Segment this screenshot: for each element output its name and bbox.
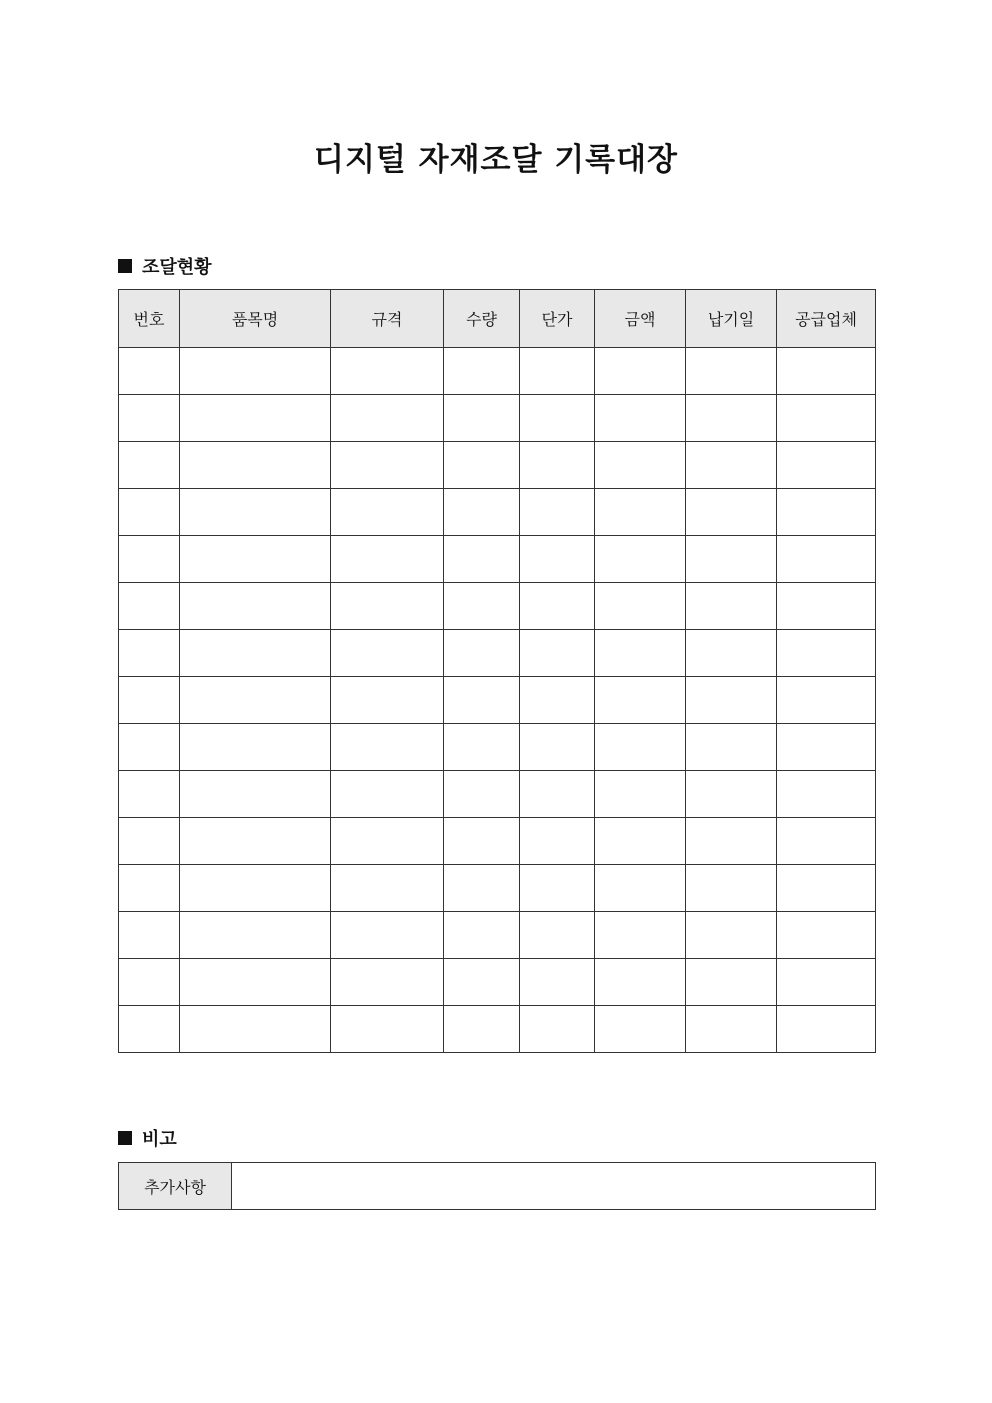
column-header-item-name: 품목명: [180, 290, 331, 348]
table-cell[interactable]: [686, 536, 777, 583]
table-cell[interactable]: [444, 442, 520, 489]
table-cell[interactable]: [119, 536, 180, 583]
table-row: [119, 395, 876, 442]
table-cell[interactable]: [331, 536, 444, 583]
table-row: [119, 442, 876, 489]
table-cell[interactable]: [331, 771, 444, 818]
table-cell[interactable]: [331, 818, 444, 865]
table-cell[interactable]: [331, 630, 444, 677]
table-cell[interactable]: [777, 771, 876, 818]
table-cell[interactable]: [180, 677, 331, 724]
table-cell[interactable]: [180, 442, 331, 489]
table-cell[interactable]: [686, 677, 777, 724]
table-row: [119, 912, 876, 959]
table-cell[interactable]: [444, 630, 520, 677]
table-cell[interactable]: [595, 583, 686, 630]
table-cell[interactable]: [444, 771, 520, 818]
table-cell[interactable]: [777, 442, 876, 489]
table-cell[interactable]: [119, 677, 180, 724]
table-cell[interactable]: [119, 583, 180, 630]
square-bullet-icon: [118, 1131, 132, 1145]
table-cell[interactable]: [777, 912, 876, 959]
table-cell[interactable]: [686, 442, 777, 489]
square-bullet-icon: [118, 259, 132, 273]
column-header-number: 번호: [119, 290, 180, 348]
table-row: [119, 771, 876, 818]
table-cell[interactable]: [520, 395, 595, 442]
table-cell[interactable]: [331, 348, 444, 395]
table-cell[interactable]: [520, 771, 595, 818]
table-cell[interactable]: [180, 489, 331, 536]
table-cell[interactable]: [119, 1006, 180, 1053]
column-header-due-date: 납기일: [686, 290, 777, 348]
table-cell[interactable]: [595, 677, 686, 724]
column-header-spec: 규격: [331, 290, 444, 348]
table-cell[interactable]: [520, 818, 595, 865]
table-cell[interactable]: [119, 959, 180, 1006]
table-cell[interactable]: [595, 1006, 686, 1053]
table-cell[interactable]: [444, 677, 520, 724]
table-cell[interactable]: [777, 348, 876, 395]
table-cell[interactable]: [180, 1006, 331, 1053]
column-header-unit-price: 단가: [520, 290, 595, 348]
table-cell[interactable]: [180, 724, 331, 771]
table-row: [119, 865, 876, 912]
table-cell[interactable]: [520, 1006, 595, 1053]
table-cell[interactable]: [444, 1006, 520, 1053]
table-cell[interactable]: [520, 442, 595, 489]
table-cell[interactable]: [119, 442, 180, 489]
table-cell[interactable]: [686, 818, 777, 865]
table-cell[interactable]: [777, 583, 876, 630]
table-cell[interactable]: [595, 442, 686, 489]
table-cell[interactable]: [595, 395, 686, 442]
table-cell[interactable]: [520, 677, 595, 724]
procurement-table: [118, 289, 876, 1053]
table-row: [119, 583, 876, 630]
table-cell[interactable]: [180, 583, 331, 630]
table-cell[interactable]: [777, 677, 876, 724]
table-cell[interactable]: [444, 348, 520, 395]
table-cell[interactable]: [444, 865, 520, 912]
table-cell[interactable]: [686, 865, 777, 912]
table-cell[interactable]: [119, 348, 180, 395]
table-cell[interactable]: [331, 724, 444, 771]
table-row: [119, 348, 876, 395]
remarks-value-cell[interactable]: [232, 1163, 876, 1210]
table-cell[interactable]: [444, 395, 520, 442]
table-cell[interactable]: [119, 865, 180, 912]
table-cell[interactable]: [180, 348, 331, 395]
table-cell[interactable]: [595, 771, 686, 818]
table-cell[interactable]: [777, 1006, 876, 1053]
table-cell[interactable]: [595, 959, 686, 1006]
section-heading-label: 비고: [142, 1129, 177, 1150]
table-cell[interactable]: [331, 677, 444, 724]
table-cell[interactable]: [331, 489, 444, 536]
table-cell[interactable]: [331, 1006, 444, 1053]
column-header-quantity: 수량: [444, 290, 520, 348]
table-cell[interactable]: [686, 630, 777, 677]
table-cell[interactable]: [595, 630, 686, 677]
table-row: [119, 1006, 876, 1053]
table-cell[interactable]: [119, 771, 180, 818]
table-cell[interactable]: [777, 630, 876, 677]
table-cell[interactable]: [180, 771, 331, 818]
table-cell[interactable]: [444, 583, 520, 630]
table-cell[interactable]: [119, 489, 180, 536]
table-cell[interactable]: [119, 630, 180, 677]
table-cell[interactable]: [777, 395, 876, 442]
table-row: [119, 724, 876, 771]
table-cell[interactable]: [180, 630, 331, 677]
table-cell[interactable]: [444, 912, 520, 959]
table-cell[interactable]: [595, 348, 686, 395]
section-heading-label: 조달현황: [142, 257, 212, 278]
table-header-row: [119, 290, 876, 348]
table-cell[interactable]: [686, 583, 777, 630]
table-cell[interactable]: [331, 912, 444, 959]
table-cell[interactable]: [444, 536, 520, 583]
table-cell[interactable]: [686, 724, 777, 771]
table-cell[interactable]: [331, 395, 444, 442]
table-cell[interactable]: [595, 912, 686, 959]
table-cell[interactable]: [331, 959, 444, 1006]
table-cell[interactable]: [180, 912, 331, 959]
table-cell[interactable]: [686, 395, 777, 442]
table-cell[interactable]: [777, 818, 876, 865]
table-cell[interactable]: [444, 818, 520, 865]
table-cell[interactable]: [119, 818, 180, 865]
table-row: [119, 818, 876, 865]
table-cell[interactable]: [520, 959, 595, 1006]
table-cell[interactable]: [595, 489, 686, 536]
table-cell[interactable]: [686, 959, 777, 1006]
remarks-label: 추가사항: [119, 1163, 232, 1210]
table-row: [119, 959, 876, 1006]
section-heading-procurement: [118, 253, 212, 279]
table-cell[interactable]: [520, 348, 595, 395]
column-header-amount: 금액: [595, 290, 686, 348]
remarks-table: [118, 1162, 876, 1210]
table-cell[interactable]: [520, 489, 595, 536]
table-cell[interactable]: [331, 583, 444, 630]
table-cell[interactable]: [520, 912, 595, 959]
table-cell[interactable]: [444, 724, 520, 771]
table-cell[interactable]: [595, 818, 686, 865]
table-cell[interactable]: [180, 865, 331, 912]
table-row: [119, 536, 876, 583]
table-cell[interactable]: [119, 395, 180, 442]
table-row: [119, 677, 876, 724]
table-cell[interactable]: [520, 536, 595, 583]
table-row: [119, 489, 876, 536]
table-cell[interactable]: [777, 959, 876, 1006]
table-cell[interactable]: [444, 959, 520, 1006]
table-cell[interactable]: [686, 912, 777, 959]
table-cell[interactable]: [180, 395, 331, 442]
table-cell[interactable]: [686, 1006, 777, 1053]
table-cell[interactable]: [119, 724, 180, 771]
document-title: 디지털 자재조달 기록대장: [314, 142, 678, 178]
table-cell[interactable]: [777, 536, 876, 583]
column-header-supplier: 공급업체: [777, 290, 876, 348]
table-cell[interactable]: [777, 489, 876, 536]
table-cell[interactable]: [777, 865, 876, 912]
table-cell[interactable]: [595, 724, 686, 771]
table-cell[interactable]: [595, 865, 686, 912]
remarks-row: [119, 1163, 876, 1210]
table-cell[interactable]: [180, 536, 331, 583]
table-cell[interactable]: [686, 771, 777, 818]
table-cell[interactable]: [119, 912, 180, 959]
table-cell[interactable]: [595, 536, 686, 583]
table-cell[interactable]: [331, 442, 444, 489]
table-cell[interactable]: [777, 724, 876, 771]
table-cell[interactable]: [520, 724, 595, 771]
table-cell[interactable]: [520, 583, 595, 630]
table-cell[interactable]: [520, 865, 595, 912]
table-cell[interactable]: [686, 348, 777, 395]
table-row: [119, 630, 876, 677]
section-heading-remarks: [118, 1125, 177, 1151]
table-cell[interactable]: [180, 818, 331, 865]
table-cell[interactable]: [686, 489, 777, 536]
table-cell[interactable]: [444, 489, 520, 536]
table-cell[interactable]: [331, 865, 444, 912]
table-cell[interactable]: [180, 959, 331, 1006]
table-cell[interactable]: [520, 630, 595, 677]
